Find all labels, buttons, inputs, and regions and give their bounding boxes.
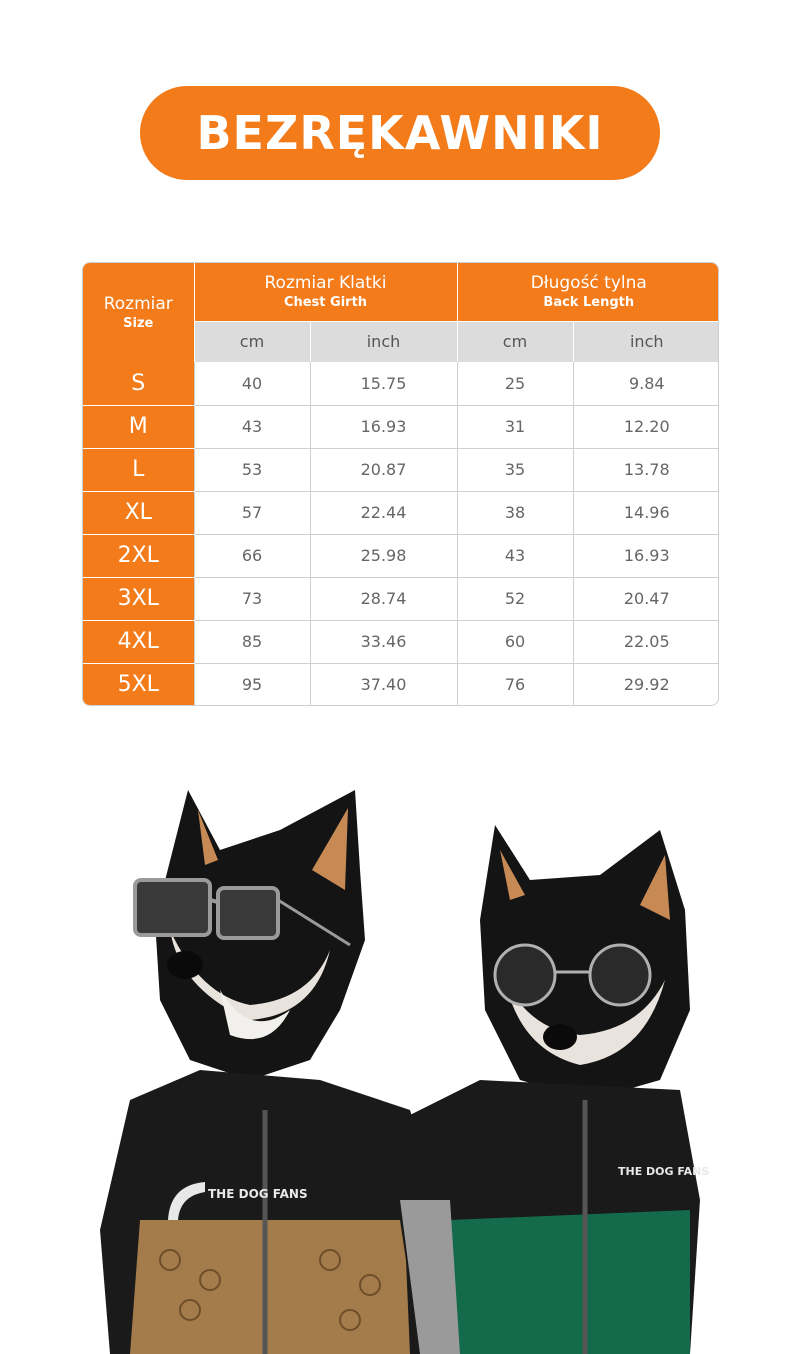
size-header-sublabel: Size xyxy=(123,315,154,331)
table-cell: 9.84 xyxy=(573,362,719,405)
size-chart-table xyxy=(82,262,719,706)
table-cell: 22.05 xyxy=(573,620,719,663)
unit-header-inch: inch xyxy=(573,321,719,362)
chest-girth-header xyxy=(194,263,457,321)
table-cell: 60 xyxy=(457,620,573,663)
table-cell: 53 xyxy=(194,448,310,491)
size-cell: 4XL xyxy=(83,620,194,663)
table-cell: 16.93 xyxy=(310,405,457,448)
table-cell: 20.47 xyxy=(573,577,719,620)
table-row xyxy=(83,620,719,663)
size-column-header xyxy=(83,263,194,362)
page-title: BEZRĘKAWNIKI xyxy=(196,106,604,160)
back-length-sublabel: Back Length xyxy=(543,295,635,311)
table-cell: 29.92 xyxy=(573,663,719,706)
table-row xyxy=(83,362,719,405)
dogs-in-vests-photo xyxy=(100,780,720,1354)
size-header-label: Rozmiar xyxy=(103,293,173,314)
table-row xyxy=(83,491,719,534)
table-cell: 52 xyxy=(457,577,573,620)
table-cell: 35 xyxy=(457,448,573,491)
chest-girth-sublabel: Chest Girth xyxy=(283,295,368,311)
table-cell: 43 xyxy=(457,534,573,577)
table-cell: 38 xyxy=(457,491,573,534)
right-dog-image xyxy=(400,825,709,1354)
table-cell: 66 xyxy=(194,534,310,577)
table-cell: 33.46 xyxy=(310,620,457,663)
size-cell: 5XL xyxy=(83,663,194,706)
back-length-header xyxy=(457,263,719,321)
unit-header-inch: inch xyxy=(310,321,457,362)
size-cell: S xyxy=(83,362,194,405)
size-cell: L xyxy=(83,448,194,491)
table-row xyxy=(83,448,719,491)
table-cell: 57 xyxy=(194,491,310,534)
table-cell: 95 xyxy=(194,663,310,706)
size-cell: M xyxy=(83,405,194,448)
table-cell: 76 xyxy=(457,663,573,706)
size-cell: 3XL xyxy=(83,577,194,620)
table-cell: 31 xyxy=(457,405,573,448)
table-row xyxy=(83,577,719,620)
table-cell: 22.44 xyxy=(310,491,457,534)
table-cell: 37.40 xyxy=(310,663,457,706)
left-dog-image xyxy=(100,790,440,1354)
table-row xyxy=(83,534,719,577)
table-cell: 13.78 xyxy=(573,448,719,491)
title-banner xyxy=(140,86,660,180)
unit-header-cm: cm xyxy=(457,321,573,362)
table-cell: 20.87 xyxy=(310,448,457,491)
table-row xyxy=(83,405,719,448)
table-cell: 25 xyxy=(457,362,573,405)
table-cell: 28.74 xyxy=(310,577,457,620)
chest-girth-label: Rozmiar Klatki xyxy=(264,272,387,293)
table-cell: 15.75 xyxy=(310,362,457,405)
table-cell: 14.96 xyxy=(573,491,719,534)
table-cell: 12.20 xyxy=(573,405,719,448)
table-cell: 25.98 xyxy=(310,534,457,577)
size-cell: 2XL xyxy=(83,534,194,577)
table-cell: 73 xyxy=(194,577,310,620)
table-cell: 85 xyxy=(194,620,310,663)
table-row xyxy=(83,663,719,706)
table-cell: 40 xyxy=(194,362,310,405)
right-vest-logo: THE DOG FANS xyxy=(618,1165,710,1178)
unit-header-cm: cm xyxy=(194,321,310,362)
left-vest-logo: THE DOG FANS xyxy=(208,1187,308,1201)
table-cell: 43 xyxy=(194,405,310,448)
size-cell: XL xyxy=(83,491,194,534)
table-cell: 16.93 xyxy=(573,534,719,577)
back-length-label: Długość tylna xyxy=(530,272,647,293)
